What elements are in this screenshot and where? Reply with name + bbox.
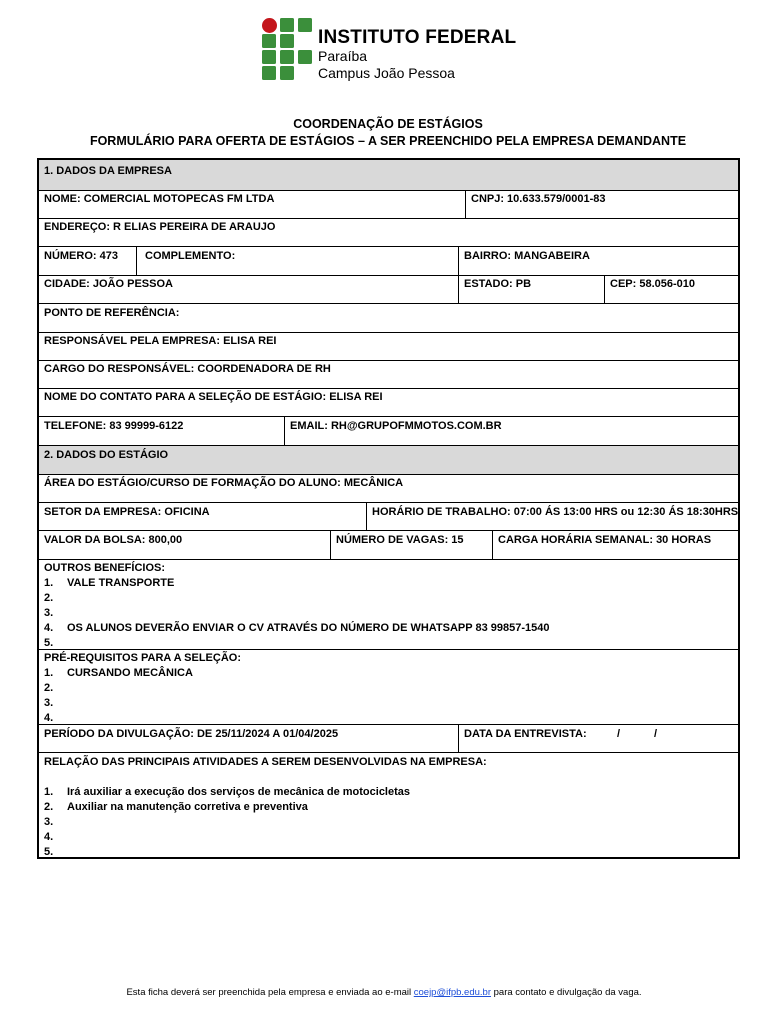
field-complemento: COMPLEMENTO: — [145, 250, 236, 262]
field-area: ÁREA DO ESTÁGIO/CURSO DE FORMAÇÃO DO ALUNO: MECÂNICA — [44, 477, 404, 489]
footer-text-after: para contato e divulgação da vaga. — [491, 987, 642, 998]
institution-header — [262, 18, 562, 84]
entrevista-date-sep-2: / — [654, 728, 658, 740]
field-telefone: TELEFONE: 83 99999-6122 — [44, 420, 184, 432]
field-estado: ESTADO: PB — [464, 278, 532, 290]
section-title-estagio: 2. DADOS DO ESTÁGIO — [44, 449, 169, 461]
list-item: 3. — [44, 816, 54, 828]
list-item: 5. — [44, 637, 54, 649]
field-cep: CEP: 58.056-010 — [610, 278, 695, 290]
field-cidade: CIDADE: JOÃO PESSOA — [44, 278, 173, 290]
list-item: 3. — [44, 607, 54, 619]
list-item: 4. — [44, 831, 54, 843]
field-cnpj: CNPJ: 10.633.579/0001-83 — [471, 193, 606, 205]
list-item: 3. — [44, 697, 54, 709]
list-item: 5. — [44, 846, 54, 858]
field-bolsa: VALOR DA BOLSA: 800,00 — [44, 534, 183, 546]
section-title-empresa: 1. DADOS DA EMPRESA — [44, 165, 172, 177]
field-numero: NÚMERO: 473 — [44, 250, 118, 262]
footer-email-link[interactable]: coejp@ifpb.edu.br — [413, 987, 491, 998]
list-item: 4. — [44, 712, 54, 724]
list-item: 1. VALE TRANSPORTE — [44, 577, 175, 589]
institution-campus: Campus João Pessoa — [318, 65, 455, 81]
list-item: 1. CURSANDO MECÂNICA — [44, 667, 193, 679]
list-item: 4. OS ALUNOS DEVERÃO ENVIAR O CV ATRAVÉS DO NÚMERO DE WHATSAPP 83 99857-1540 — [44, 622, 550, 634]
beneficios-label: OUTROS BENEFÍCIOS: — [44, 562, 166, 574]
internship-form — [37, 158, 740, 859]
list-item: 1. Irá auxiliar a execução dos serviços de mecânica de motocicletas — [44, 786, 411, 798]
title-coordination: COORDENAÇÃO DE ESTÁGIOS — [293, 117, 483, 131]
field-email: EMAIL: RH@GRUPOFMMOTOS.COM.BR — [290, 420, 502, 432]
field-setor: SETOR DA EMPRESA: OFICINA — [44, 506, 210, 518]
field-periodo: PERÍODO DA DIVULGAÇÃO: DE 25/11/2024 A 01/04/2025 — [44, 728, 339, 740]
field-horario: HORÁRIO DE TRABALHO: 07:00 ÁS 13:00 HRS ou 12:30 ÁS 18:30HRS — [372, 506, 739, 518]
field-endereco: ENDEREÇO: R ELIAS PEREIRA DE ARAUJO — [44, 221, 276, 233]
field-nome: NOME: COMERCIAL MOTOPECAS FM LTDA — [44, 193, 275, 205]
field-vagas: NÚMERO DE VAGAS: 15 — [336, 534, 464, 546]
footer-text-before: Esta ficha deverá ser preenchida pela empresa e enviada ao e-mail — [126, 987, 414, 998]
field-ponto-referencia: PONTO DE REFERÊNCIA: — [44, 307, 180, 319]
field-responsavel: RESPONSÁVEL PELA EMPRESA: ELISA REI — [44, 335, 277, 347]
institution-title: INSTITUTO FEDERAL — [318, 27, 517, 48]
institution-name — [318, 28, 516, 82]
footer-note — [0, 987, 768, 998]
field-carga: CARGA HORÁRIA SEMANAL: 30 HORAS — [498, 534, 712, 546]
form-titles — [0, 116, 768, 150]
field-entrevista-label: DATA DA ENTREVISTA: — [464, 728, 587, 740]
atividades-block — [44, 755, 487, 860]
requisitos-block — [44, 651, 241, 726]
list-item: 2. — [44, 592, 54, 604]
list-item: 2. Auxiliar na manutenção corretiva e preventiva — [44, 801, 308, 813]
entrevista-date-sep-1: / — [617, 728, 621, 740]
field-cargo: CARGO DO RESPONSÁVEL: COORDENADORA DE RH — [44, 363, 331, 375]
atividades-label: RELAÇÃO DAS PRINCIPAIS ATIVIDADES A SEREM DESENVOLVIDAS NA EMPRESA: — [44, 756, 487, 768]
field-bairro: BAIRRO: MANGABEIRA — [464, 250, 590, 262]
institution-state: Paraíba — [318, 48, 368, 64]
list-item: 2. — [44, 682, 54, 694]
requisitos-label: PRÉ-REQUISITOS PARA A SELEÇÃO: — [44, 652, 242, 664]
field-contato: NOME DO CONTATO PARA A SELEÇÃO DE ESTÁGIO: ELISA REI — [44, 391, 383, 403]
ifpb-logo-icon — [262, 18, 312, 80]
title-form: FORMULÁRIO PARA OFERTA DE ESTÁGIOS – A SER PREENCHIDO PELA EMPRESA DEMANDANTE — [89, 134, 687, 148]
beneficios-block — [44, 561, 549, 651]
